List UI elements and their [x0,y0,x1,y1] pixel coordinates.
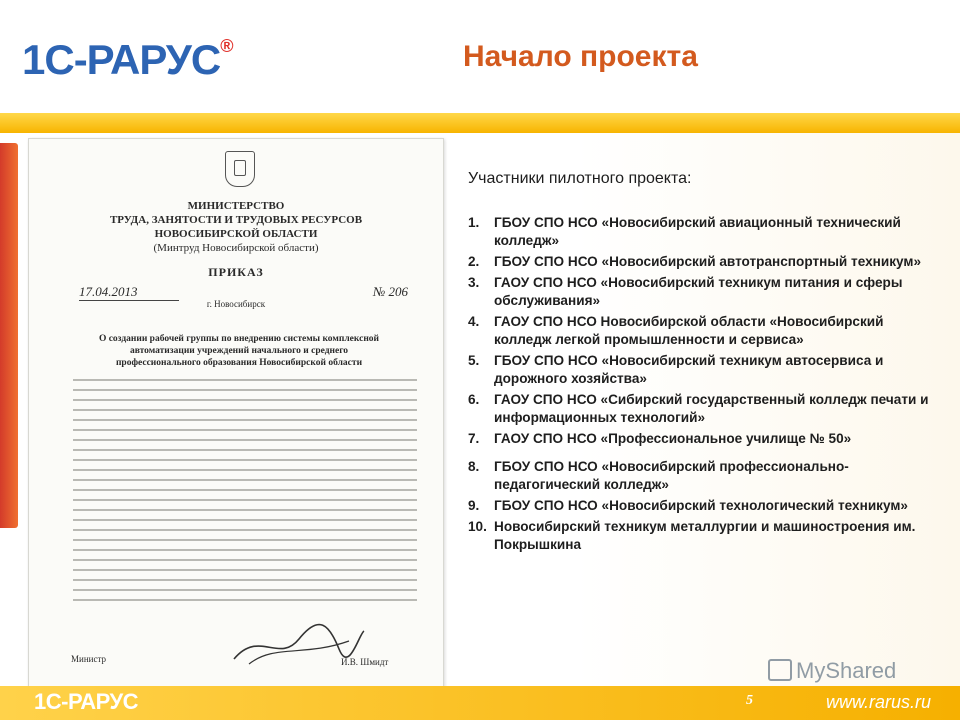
footer-logo: 1С-РАРУС [34,689,139,714]
ministry-line: (Минтруд Новосибирской области) [153,242,319,254]
list-item: 7. ГАОУ СПО НСО «Профессиональное училище № 50» [468,431,852,446]
ministry-line: МИНИСТЕРСТВО [187,200,285,212]
ministry-header [29,199,443,255]
order-title: ПРИКАЗ [208,265,264,279]
slide-header [0,0,960,104]
list-item: 1. ГБОУ СПО НСО «Новосибирский авиационный технический колледж» [468,215,901,248]
list-item: 3. ГАОУ СПО НСО «Новосибирский техникум питания и сферы обслуживания» [468,275,903,308]
order-city: г. Новосибирск [206,299,266,309]
coat-of-arms-icon [225,151,255,187]
ministry-line: НОВОСИБИРСКОЙ ОБЛАСТИ [154,228,318,240]
order-body-text [73,379,417,609]
list-item: 2. ГБОУ СПО НСО «Новосибирский автотранспортный техникум» [468,254,922,269]
order-date: 17.04.2013 [79,284,179,301]
list-item: 9. ГБОУ СПО НСО «Новосибирский технологический техникум» [468,498,908,513]
page-number: 5 [746,693,753,708]
signer-name: И.В. Шмидт [341,657,389,667]
site-link[interactable]: www.rarus.ru [826,692,932,712]
list-item: 5. ГБОУ СПО НСО «Новосибирский техникум автосервиса и дорожного хозяйства» [468,353,884,386]
list-item: 8. ГБОУ СПО НСО «Новосибирский профессионально-педагогический колледж» [468,459,849,492]
minister-label: Министр [71,654,106,664]
participants-list [468,214,938,557]
footer-bar [0,686,960,720]
order-subject: О создании рабочей группы по внедрению системы комплексной автоматизации учреждений начального и среднего профессионального образования Новосибирской области [98,334,380,368]
top-accent-bar [0,113,960,133]
list-item: 10. Новосибирский техникум металлургии и машиностроения им. Покрышкина [468,519,916,552]
list-item: 6. ГАОУ СПО НСО «Сибирский государственный колледж печати и информационных технологий» [468,392,929,425]
order-document-image [28,138,444,688]
order-number: № 206 [373,284,409,299]
slide-title: Начало проекта [463,40,698,73]
participants-heading: Участники пилотного проекта: [468,170,692,187]
left-accent-strip [0,143,18,528]
presentation-icon [768,659,792,681]
ministry-line: ТРУДА, ЗАНЯТОСТИ И ТРУДОВЫХ РЕСУРСОВ [109,214,363,226]
watermark: MyShared [768,658,896,684]
list-item: 4. ГАОУ СПО НСО Новосибирской области «Новосибирский колледж легкой промышленности и сервиса» [468,314,884,347]
brand-logo: 1С-РАРУС® [22,36,233,83]
